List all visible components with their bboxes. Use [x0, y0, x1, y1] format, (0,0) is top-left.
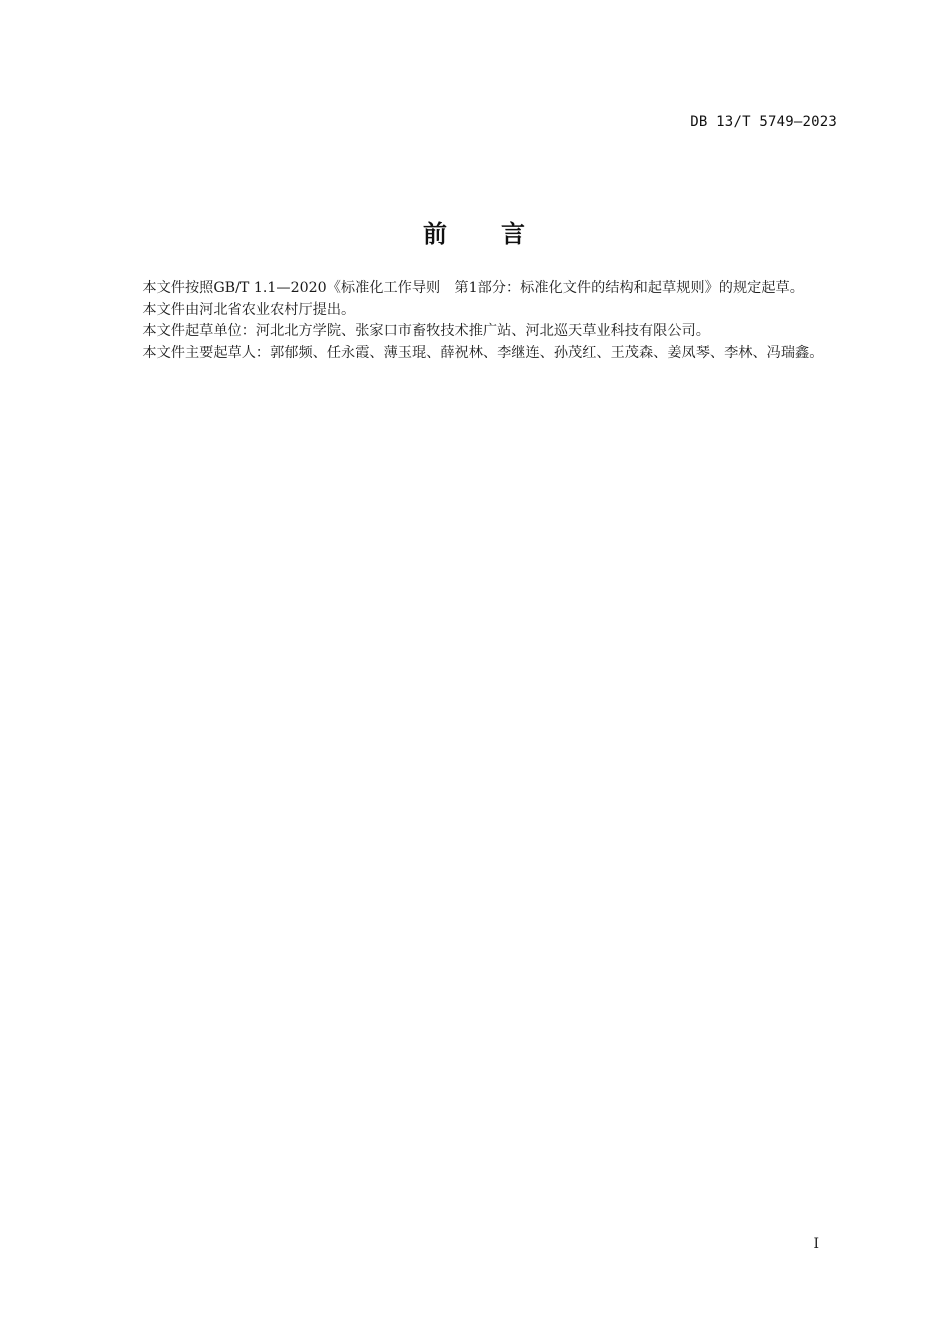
paragraph-drafting-basis: 本文件按照GB/T 1.1—2020《标准化工作导则 第1部分：标准化文件的结构和起草规则》的规定起草。 — [142, 280, 804, 296]
title-char-2: 言 — [501, 220, 527, 248]
foreword-body — [114, 278, 838, 364]
paragraph-drafting-units: 本文件起草单位：河北北方学院、张家口市畜牧技术推广站、河北巡天草业科技有限公司。 — [142, 323, 710, 339]
page-number: I — [813, 1236, 819, 1252]
document-code: DB 13/T 5749—2023 — [690, 114, 837, 130]
paragraph-drafters: 本文件主要起草人：郭郁频、任永霞、薄玉琨、薛祝林、李继连、孙茂红、王茂森、姜凤琴、李林、冯瑞鑫。 — [142, 344, 824, 361]
title-char-1: 前 — [423, 220, 449, 248]
page-title — [0, 214, 950, 249]
paragraph-proposer: 本文件由河北省农业农村厅提出。 — [142, 301, 356, 318]
